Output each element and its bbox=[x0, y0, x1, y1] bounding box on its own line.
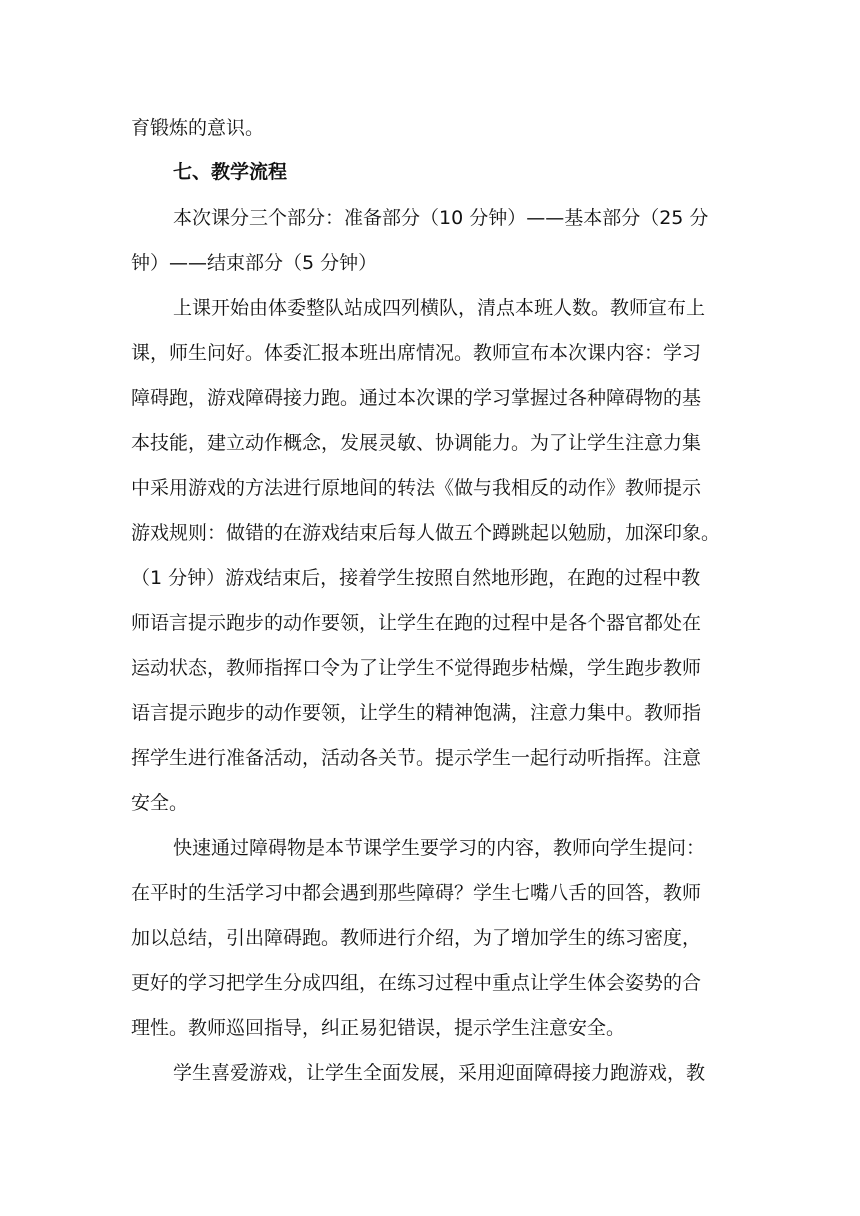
section-heading: 七、教学流程 bbox=[173, 161, 288, 183]
text-line-4: 钟）——结束部分（5 分钟） bbox=[131, 252, 378, 274]
text-line-7: 障碍跑，游戏障碍接力跑。通过本次课的学习掌握过各种障碍物的基 bbox=[131, 387, 702, 409]
text-line-17: 快速通过障碍物是本节课学生要学习的内容，教师向学生提问： bbox=[173, 837, 706, 859]
text-line-9: 中采用游戏的方法进行原地间的转法《做与我相反的动作》教师提示 bbox=[131, 477, 702, 499]
text-line-15: 挥学生进行准备活动，活动各关节。提示学生一起行动听指挥。注意 bbox=[131, 747, 702, 769]
text-line-11: （1 分钟）游戏结束后，接着学生按照自然地形跑，在跑的过程中教 bbox=[131, 567, 701, 589]
text-line-5: 上课开始由体委整队站成四列横队，清点本班人数。教师宣布上 bbox=[173, 297, 706, 319]
text-line-18: 在平时的生活学习中都会遇到那些障碍？学生七嘴八舌的回答，教师 bbox=[131, 882, 702, 904]
text-line-16: 安全。 bbox=[131, 792, 189, 814]
text-line-8: 本技能，建立动作概念，发展灵敏、协调能力。为了让学生注意力集 bbox=[131, 432, 702, 454]
text-line-1: 育锻炼的意识。 bbox=[131, 117, 265, 139]
text-line-13: 运动状态，教师指挥口令为了让学生不觉得跑步枯燥，学生跑步教师 bbox=[131, 657, 702, 679]
text-line-12: 师语言提示跑步的动作要领，让学生在跑的过程中是各个器官都处在 bbox=[131, 612, 702, 634]
text-line-22: 学生喜爱游戏，让学生全面发展，采用迎面障碍接力跑游戏，教 bbox=[173, 1062, 706, 1084]
text-line-10: 游戏规则：做错的在游戏结束后每人做五个蹲跳起以勉励，加深印象。 bbox=[131, 522, 721, 544]
text-line-14: 语言提示跑步的动作要领，让学生的精神饱满，注意力集中。教师指 bbox=[131, 702, 702, 724]
text-line-21: 理性。教师巡回指导，纠正易犯错误，提示学生注意安全。 bbox=[131, 1017, 626, 1039]
text-line-20: 更好的学习把学生分成四组，在练习过程中重点让学生体会姿势的合 bbox=[131, 972, 702, 994]
text-line-19: 加以总结，引出障碍跑。教师进行介绍，为了增加学生的练习密度， bbox=[131, 927, 702, 949]
text-line-6: 课，师生问好。体委汇报本班出席情况。教师宣布本次课内容：学习 bbox=[131, 342, 702, 364]
text-line-3: 本次课分三个部分：准备部分（10 分钟）——基本部分（25 分 bbox=[173, 207, 709, 229]
